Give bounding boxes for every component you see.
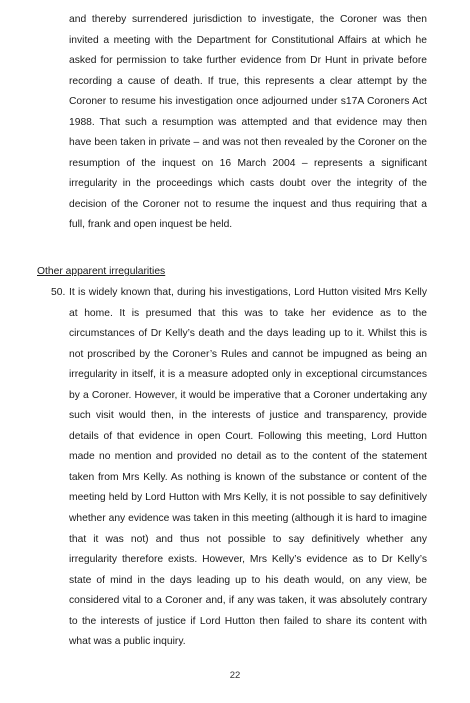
section-heading: Other apparent irregularities bbox=[37, 266, 166, 277]
paragraph-number: 50. bbox=[51, 287, 66, 298]
continued-paragraph: and thereby surrendered jurisdiction to investigate, the Coroner was then invited a meeting with the Department for Constitutional Affairs at which he asked for permission to take further evidence from Dr Hunt in private before recording a cause of death. If true, this represents a clear attempt by the Coroner to resume his investigation once adjourned under s17A Coroners Act 1988. That such a resumption was attempted and that evidence may then have been taken in private – and was not then revealed by the Coroner on the resumption of the inquest on 16 March 2004 – represents a significant irregularity in the proceedings which casts doubt over the integrity of the decision of the Coroner not to resume the inquest and thus requiring that a full, frank and open inquest be held. bbox=[69, 14, 427, 231]
numbered-paragraph: It is widely known that, during his investigations, Lord Hutton visited Mrs Kelly at home. It is presumed that this was to take her evidence as to the circumstances of Dr Kelly’s death and the days leading up to it. Whilst this is not proscribed by the Coroner’s Rules and cannot be impugned as being an irregularity in itself, it is a measure adopted only in exceptional circumstances by a Coroner. However, it would be imperative that a Coroner undertaking any such visit would then, in the interests of justice and transparency, provide details of that evidence in open Court. Following this meeting, Lord Hutton made no mention and provided no detail as to the content of the statement taken from Mrs Kelly. As nothing is known of the substance or content of the meeting held by Lord Hutton with Mrs Kelly, it is not possible to say definitively whether any evidence was taken in this meeting (although it is hard to imagine that it was not) and thus not possible to say definitively whether any irregularity therefore exists. However, Mrs Kelly’s evidence as to Dr Kelly’s state of mind in the days leading up to his death would, on any view, be considered vital to a Coroner and, if any was taken, it was absolutely contrary to the interests of justice if Lord Hutton then failed to share its content with what was a public inquiry. bbox=[69, 287, 427, 648]
page-number: 22 bbox=[229, 670, 241, 681]
